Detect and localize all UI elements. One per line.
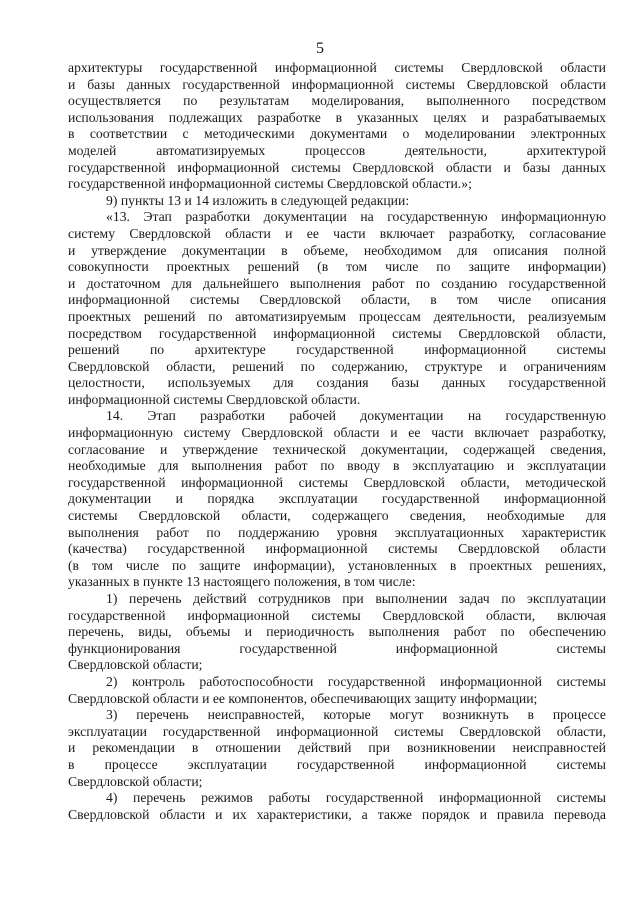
text-line: осуществляется по результатам моделирования, выполненного посредством (68, 93, 606, 109)
text-line: и базы данных государственной информационной системы Свердловской области (68, 76, 606, 92)
text-line: моделей автоматизируемых процессов деятельности, архитектурой (68, 142, 606, 158)
text-line: (в том числе по защите информации), установленных в проектных решениях, (68, 557, 606, 573)
text-line: и рекомендации в отношении действий при возникновении неисправностей (68, 740, 606, 756)
text-line: архитектуры государственной информационной системы Свердловской области (68, 60, 606, 75)
text-line: 9) пункты 13 и 14 изложить в следующей редакции: (106, 192, 410, 208)
text-line: и утверждение документации в объеме, необходимом для описания полной (68, 242, 606, 258)
text-line: совокупности проектных решений (в том числе по защите информации) (68, 259, 606, 275)
text-line: «13. Этап разработки документации на государственную информационную (106, 209, 606, 225)
text-line: информационной системы Свердловской области, в том числе описания (68, 292, 606, 308)
text-line: 1) перечень действий сотрудников при выполнении задач по эксплуатации (106, 591, 606, 606)
text-line: государственной информационной системы Свердловской области, включая (68, 607, 606, 623)
text-line: систему Свердловской области и ее части включает разработку, согласование (68, 225, 606, 241)
text-line: выполнения работ по поддержанию уровня эксплуатационных характеристик (68, 524, 606, 540)
text-line: 14. Этап разработки рабочей документации на государственную (106, 408, 606, 424)
text-line: согласование и утверждение технической документации, содержащей сведения, (68, 441, 606, 457)
text-line: Свердловской области; (68, 773, 203, 789)
text-line: решений по архитектуре государственной информационной системы (68, 342, 606, 358)
text-line: использования подлежащих разработке в указанных целях и разрабатываемых (68, 109, 606, 125)
text-line: 2) контроль работоспособности государственной информационной системы (106, 673, 606, 689)
text-line: проектных решений по автоматизируемым процессам деятельности, реализуемым (68, 308, 606, 324)
text-line: в процессе эксплуатации государственной информационной системы (68, 756, 606, 772)
text-line: 4) перечень режимов работы государственной информационной системы (106, 790, 606, 806)
text-line: документации и порядка эксплуатации государственной информационной (68, 491, 606, 507)
text-line: в соответствии с методическими документами о моделировании электронных (68, 126, 606, 142)
text-line: Свердловской области; (68, 657, 203, 673)
text-line: системы Свердловской области, содержащего сведения, необходимые для (68, 508, 606, 524)
text-line: государственной информационной системы Свердловской области.»; (68, 176, 472, 192)
text-line: Свердловской области, решений по содержанию, структуре и ограничениям (68, 358, 606, 374)
document-body (68, 60, 606, 823)
text-line: информационную систему Свердловской области и ее части включает разработку, (68, 425, 606, 441)
text-line: 3) перечень неисправностей, которые могут возникнуть в процессе (106, 707, 606, 723)
text-line: указанных в пункте 13 настоящего положения, в том числе: (68, 574, 416, 590)
text-line: перечень, виды, объемы и периодичность выполнения работ по обеспечению (68, 624, 606, 640)
text-line: функционирования государственной информационной системы (68, 640, 606, 656)
text-line: Свердловской области и ее компонентов, обеспечивающих защиту информации; (68, 690, 538, 706)
text-line: эксплуатации государственной информационной системы Свердловской области, (68, 723, 606, 739)
page-number: 5 (316, 40, 324, 57)
text-line: государственной информационной системы Свердловской области и базы данных (68, 159, 606, 175)
text-line: (качества) государственной информационной системы Свердловской области (68, 541, 606, 557)
text-line: Свердловской области и их характеристики, а также порядок и правила перевода (68, 806, 606, 822)
text-line: целостности, используемых для создания базы данных государственной (68, 375, 606, 391)
text-line: информационной системы Свердловской области. (68, 391, 361, 407)
text-line: и достаточном для дальнейшего выполнения работ по созданию государственной (68, 275, 606, 291)
text-line: необходимые для выполнения работ по вводу в эксплуатацию и эксплуатации (68, 458, 606, 474)
text-line: государственной информационной системы Свердловской области, методической (68, 474, 606, 490)
text-line: посредством государственной информационной системы Свердловской области, (68, 325, 606, 341)
